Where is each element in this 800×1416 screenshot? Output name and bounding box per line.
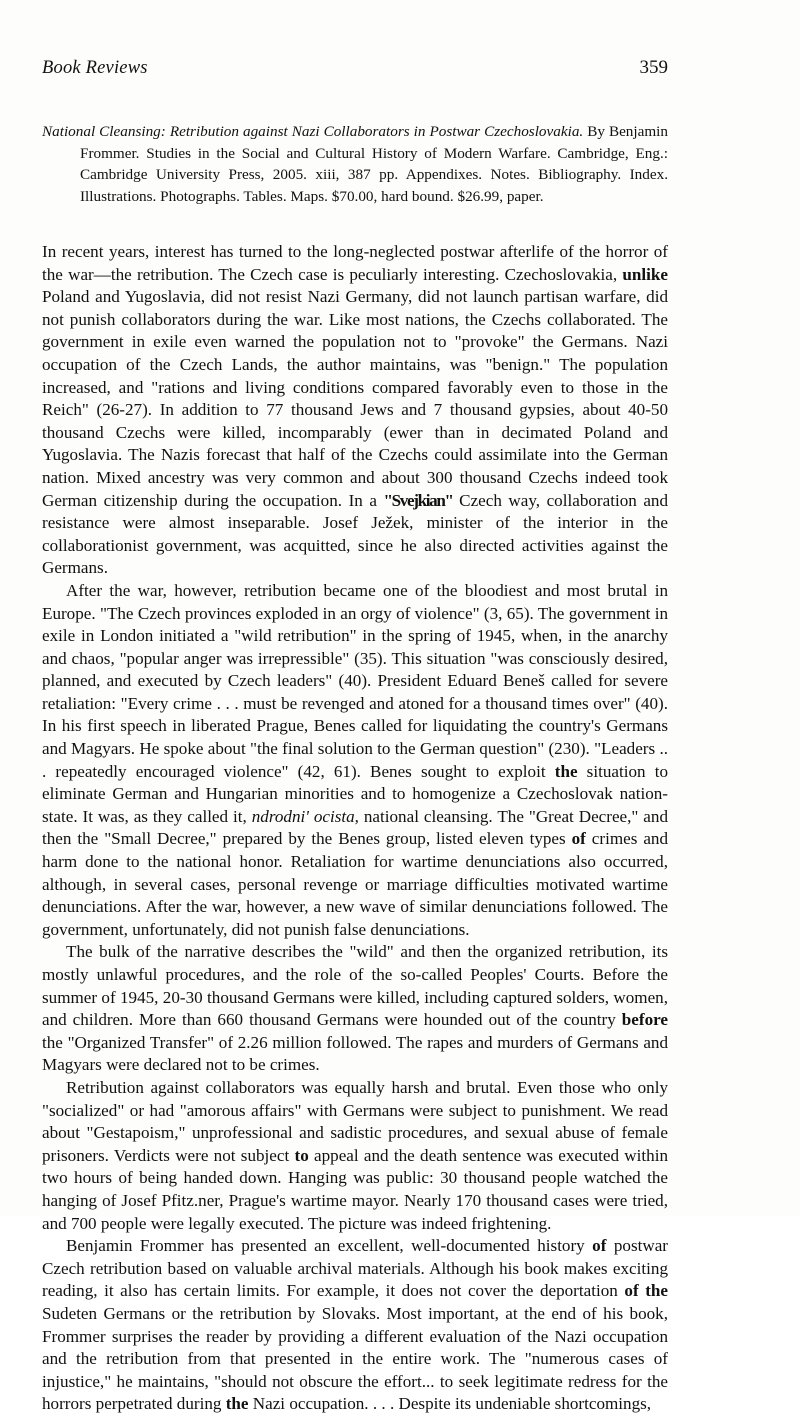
paragraph-3-bold-before: before	[621, 1010, 668, 1030]
book-citation	[42, 121, 668, 207]
paragraph-4-text-b: appeal and the death sentence was executed within two hours of being handed down. Hanging was public: 30 thousand people watched the hanging of Josef Pfitz.ner, Prague's wartime mayor. Nearly 170 thousand cases were tried, and 700 people were legally executed. The picture was indeed frightening.	[42, 1145, 668, 1233]
citation-details: By Benjamin Frommer. Studies in the Social and Cultural History of Modern Warfare. Cambridge, Eng.: Cambridge University Press, 2005. xiii, 387 pp. Appendixes. Notes. Bibliography. Index. Illustrations. Photographs. Tables. Maps. $70.00, hard bound. $26.99, paper.	[80, 123, 668, 205]
paragraph-1	[42, 241, 668, 580]
paragraph-2-text-b: situation to eliminate German and Hungarian minorities and to homogenize a Czechoslovak nation-state. It was, as they called it,	[42, 761, 668, 826]
paragraph-5	[42, 1235, 668, 1416]
running-head-title: Book Reviews	[42, 58, 148, 78]
paragraph-3	[42, 941, 668, 1077]
paragraph-3-text-b: the "Organized Transfer" of 2.26 million followed. The rapes and murders of Germans and Magyars were declared not to be crimes.	[42, 1032, 668, 1075]
paragraph-2-bold-the: the	[554, 761, 578, 781]
paragraph-2-text-c: national cleansing. The "Great Decree," and then the "Small Decree," prepared by the Benes group, listed eleven types	[42, 806, 668, 849]
paragraph-2	[42, 580, 668, 942]
paragraph-4-bold-to: to	[294, 1145, 309, 1165]
paragraph-5-text-b: postwar Czech retribution based on valuable archival materials. Although his book makes exciting reading, it also has certain limits. For example, it does not cover the deportation	[42, 1236, 668, 1301]
review-body	[42, 241, 668, 1416]
page-content-column	[42, 0, 668, 1416]
paragraph-4-text-a: Retribution against collaborators was equally harsh and brutal. Even those who only "socialized" or had "amorous affairs" with Germans were subject to punishment. We read about "Gestapoism," unprofessional and sadistic procedures, and sexual abuse of female prisoners. Verdicts were not subject	[42, 1077, 668, 1165]
running-head	[42, 57, 668, 81]
paragraph-5-bold-the: the	[225, 1394, 249, 1414]
paragraph-1-bold-svejkian: "Svejkian"	[383, 490, 453, 510]
paragraph-1-text-b: Poland and Yugoslavia, did not resist Nazi Germany, did not launch partisan warfare, did not punish collaborators during the war. Like most nations, the Czechs collaborated. The government in exile even warned the population not to "provoke" the Germans. Nazi occupation of the Czech Lands, the author maintains, was "benign." The population increased, and "rations and living conditions compared favorably even to those in the Reich" (26-27). In addition to 77 thousand Jews and 7 thousand gypsies, about 40-50 thousand Czechs were killed, incomparably (ewer than in decimated Poland and Yugoslavia. The Nazis forecast that half of the Czechs could assimilate into the German nation. Mixed ancestry was very common and about 300 thousand Czechs indeed took German citizenship during the occupation. In a	[42, 287, 668, 510]
paragraph-5-text-a: Benjamin Frommer has presented an excellent, well-documented history	[66, 1236, 593, 1256]
paragraph-5-text-c: Sudeten Germans or the retribution by Slovaks. Most important, at the end of his book, Frommer surprises the reader by providing a different evaluation of the Nazi occupation and the retribution from that presented in the entire work. The "numerous cases of injustice," he maintains, "should not obscure the effort... to seek legitimate redress for the horrors perpetrated during	[42, 1303, 668, 1414]
paragraph-2-italic-czech-phrase: ndrodni' ocista,	[251, 806, 359, 826]
paragraph-5-text-d: Nazi occupation. . . . Despite its undeniable shortcomings,	[248, 1394, 652, 1414]
paragraph-2-text-a: After the war, however, retribution became one of the bloodiest and most brutal in Europe. "The Czech provinces exploded in an orgy of violence" (3, 65). The government in exile in London initiated a "wild retribution" in the spring of 1945, when, in the anarchy and chaos, "popular anger was irrepressible" (35). This situation "was consciously desired, planned, and executed by Czech leaders" (40). President Eduard Beneš called for severe retaliation: "Every crime . . . must be revenged and atoned for a thousand times over" (40). In his first speech in liberated Prague, Benes called for liquidating the country's Germans and Magyars. He spoke about "the final solution to the German question" (230). "Leaders .. . repeatedly encouraged violence" (42, 61). Benes sought to exploit	[42, 580, 668, 781]
paragraph-1-text-c: Czech way, collaboration and resistance were almost inseparable. Josef Ježek, minister of the interior in the collaborationist government, was acquitted, since he also directed activities against the Germans.	[42, 490, 669, 578]
paragraph-4	[42, 1077, 668, 1235]
paragraph-5-bold-of-the: of the	[624, 1281, 668, 1301]
paragraph-2-bold-of: of	[571, 829, 586, 849]
citation-title: National Cleansing: Retribution against Nazi Collaborators in Postwar Czechoslovakia.	[42, 123, 584, 140]
paragraph-5-bold-of: of	[592, 1236, 607, 1256]
paragraph-1-bold-unlike: unlike	[622, 264, 668, 284]
paragraph-3-text-a: The bulk of the narrative describes the "wild" and then the organized retribution, its mostly unlawful procedures, and the role of the so-called Peoples' Courts. Before the summer of 1945, 20-30 thousand Germans were killed, including captured solders, women, and children. More than 660 thousand Germans were hounded out of the country	[42, 942, 668, 1030]
paragraph-2-text-d: crimes and harm done to the national honor. Retaliation for wartime denunciations also occurred, although, in several cases, personal revenge or marriage difficulties motivated wartime denunciations. After the war, however, a new wave of similar denunciations followed. The government, unfortunately, did not punish false denunciations.	[42, 829, 668, 939]
paragraph-1-text-a: In recent years, interest has turned to the long-neglected postwar afterlife of the horror of the war—the retribution. The Czech case is peculiarly interesting. Czechoslovakia,	[42, 242, 668, 284]
page-number: 359	[639, 57, 668, 78]
